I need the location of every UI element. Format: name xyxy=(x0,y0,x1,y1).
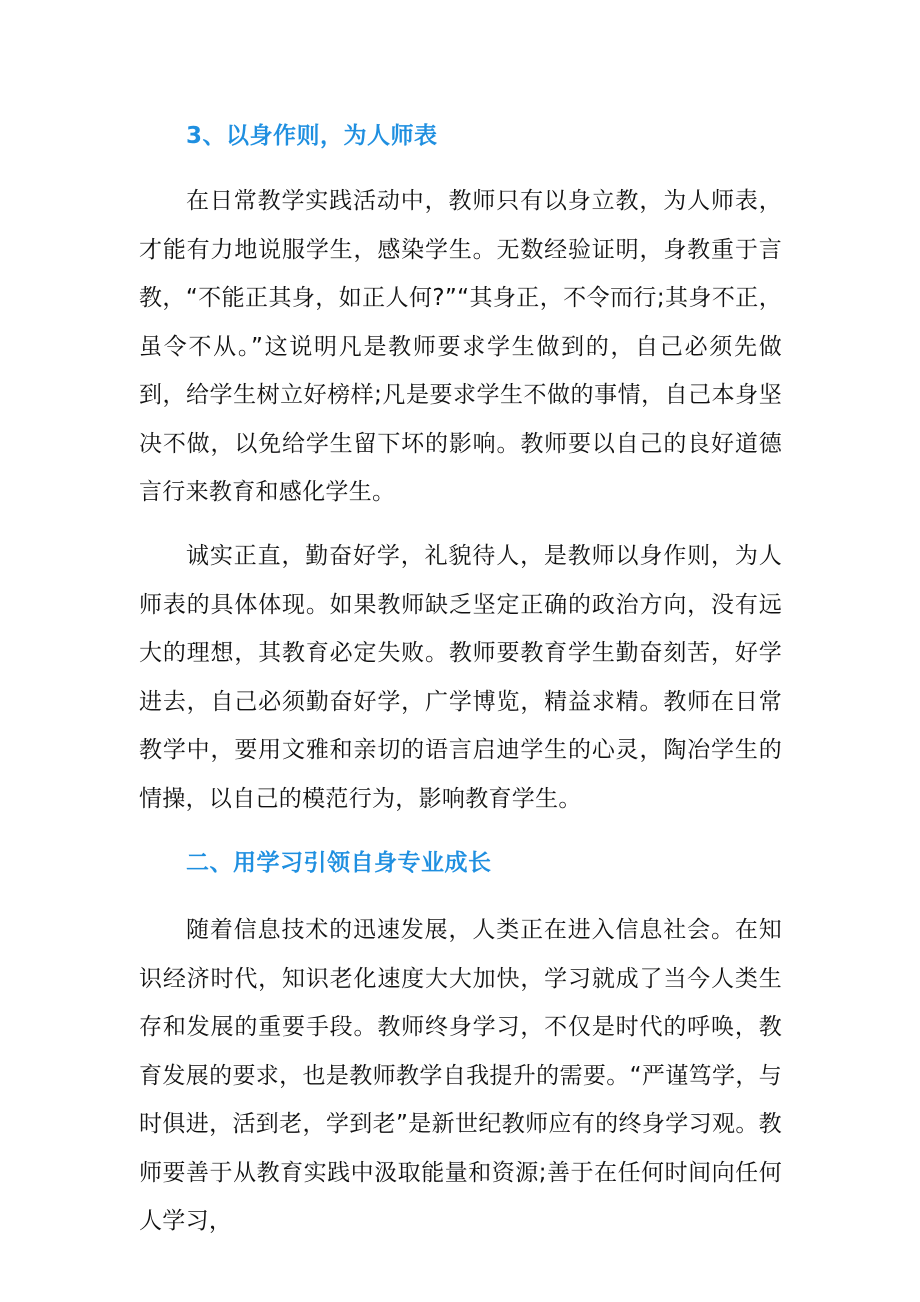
section-heading-lead-by-example: 3、以身作则，为人师表 xyxy=(186,123,438,149)
paragraph-teaching-by-example: 在日常教学实践活动中，教师只有以身立教，为人师表，才能有力地说服学生，感染学生。无数经验证明，身教重于言教，“不能正其身，如正人何?”“其身正，不令而行;其身不正，虽令不从。”这说明凡是教师要求学生做到的，自己必须先做到，给学生树立好榜样;凡是要求学生不做的事情，自己本身坚决不做，以免给学生留下坏的影响。教师要以自己的良好道德言行来教育和感化学生。 xyxy=(139,188,782,505)
paragraph-lifelong-learning: 随着信息技术的迅速发展，人类正在进入信息社会。在知识经济时代，知识老化速度大大加快，学习就成了当今人类生存和发展的重要手段。教师终身学习，不仅是时代的呼唤，教育发展的要求，也是教师教学自我提升的需要。“严谨笃学，与时俱进，活到老，学到老”是新世纪教师应有的终身学习观。教师要善于从教育实践中汲取能量和资源;善于在任何时间向任何人学习， xyxy=(139,917,782,1234)
section-heading-learning-growth: 二、用学习引领自身专业成长 xyxy=(186,850,492,876)
paragraph-honesty-diligence: 诚实正直，勤奋好学，礼貌待人，是教师以身作则，为人师表的具体体现。如果教师缺乏坚定正确的政治方向，没有远大的理想，其教育必定失败。教师要教育学生勤奋刻苦，好学进去，自己必须勤奋好学，广学博览，精益求精。教师在日常教学中，要用文雅和亲切的语言启迪学生的心灵，陶冶学生的情操，以自己的模范行为，影响教育学生。 xyxy=(139,543,782,812)
